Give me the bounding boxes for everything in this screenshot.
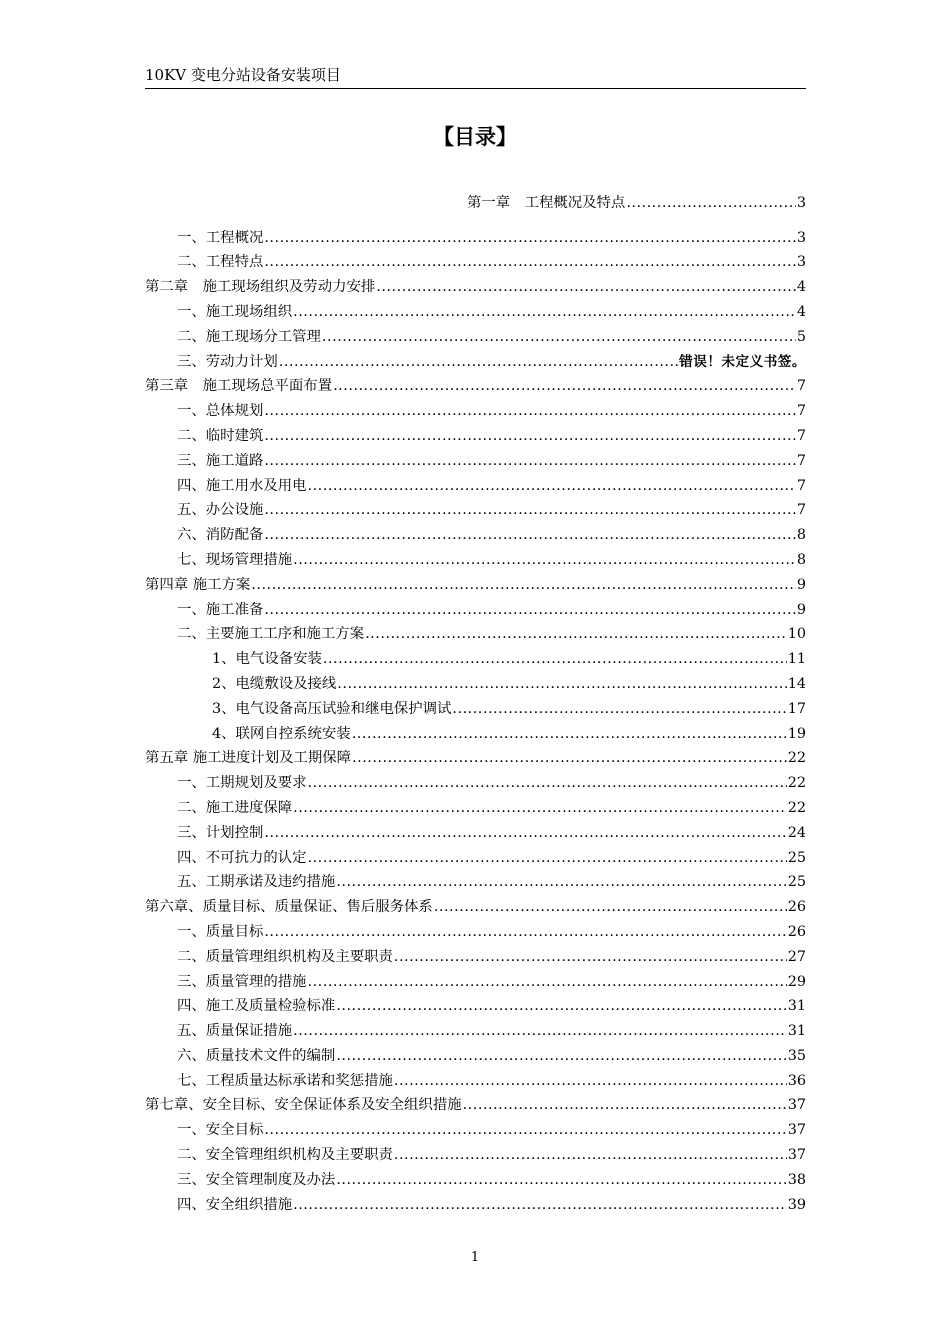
toc-entry[interactable]: [145, 719, 806, 744]
toc-dot-leader: [264, 252, 795, 272]
toc-entry-text: 七、现场管理措施: [177, 551, 293, 568]
toc-entry[interactable]: [145, 644, 806, 669]
toc-page-number: 8: [796, 551, 806, 568]
toc-dot-leader: [626, 193, 796, 213]
toc-page-number: 5: [796, 328, 806, 345]
toc-dot-leader: [336, 872, 786, 892]
toc-entry[interactable]: [145, 347, 806, 372]
toc-page-number: 3: [796, 254, 806, 271]
toc-entry-text: 第二章 施工现场组织及劳动力安排: [145, 279, 376, 296]
toc-entry[interactable]: [145, 1041, 806, 1066]
toc-dot-leader: [293, 302, 796, 322]
toc-dot-leader: [308, 476, 796, 496]
toc-page-number: 38: [787, 1171, 806, 1188]
toc-entry-text: 二、安全管理组织机构及主要职责: [177, 1147, 393, 1164]
toc-page-number: 29: [787, 973, 806, 990]
toc-dot-leader: [251, 575, 796, 595]
toc-entry[interactable]: [145, 818, 806, 843]
toc-entry-text: 一、施工现场组织: [177, 303, 293, 320]
toc-entry[interactable]: [145, 1016, 806, 1041]
toc-entry[interactable]: [145, 272, 806, 297]
toc-entry-text: 四、安全组织措施: [177, 1196, 293, 1213]
toc-entry-text: 一、安全目标: [177, 1122, 264, 1139]
toc-entry[interactable]: [145, 868, 806, 893]
toc-entry-text: 一、施工准备: [177, 601, 264, 618]
toc-entry-text: 六、质量技术文件的编制: [177, 1047, 336, 1064]
toc-entry[interactable]: [145, 1091, 806, 1116]
toc-page-number: 7: [796, 452, 806, 469]
toc-entry-text: 第五章 施工进度计划及工期保障: [145, 750, 352, 767]
toc-entry[interactable]: [145, 471, 806, 496]
toc-dot-leader: [365, 624, 787, 644]
toc-page-number: 39: [787, 1196, 806, 1213]
toc-entry[interactable]: [145, 620, 806, 645]
toc-page-number: 25: [787, 874, 806, 891]
toc-entry-text: 二、主要施工工序和施工方案: [177, 626, 365, 643]
toc-dot-leader: [264, 525, 795, 545]
toc-page-number: 37: [787, 1147, 806, 1164]
toc-entry-text: 三、安全管理制度及办法: [177, 1171, 336, 1188]
toc-entry-text: 二、工程特点: [177, 254, 264, 271]
toc-dot-leader: [293, 798, 787, 818]
toc-entry-text: 四、施工用水及用电: [177, 477, 307, 494]
toc-page-number: 7: [796, 378, 806, 395]
toc-dot-leader: [264, 1120, 786, 1140]
toc-page-number: 26: [787, 899, 806, 916]
toc-entry-text: 2、电缆敷设及接线: [212, 675, 337, 692]
toc-entry-text: 二、临时建筑: [177, 427, 264, 444]
toc-page-number: 31: [787, 1023, 806, 1040]
toc-entry[interactable]: [145, 1165, 806, 1190]
toc-entry-text: 五、工期承诺及违约措施: [177, 874, 336, 891]
toc-entry-text: 二、施工进度保障: [177, 799, 293, 816]
toc-entry-text: 四、施工及质量检验标准: [177, 998, 336, 1015]
toc-page-number: 25: [787, 849, 806, 866]
toc-dot-leader: [264, 922, 786, 942]
toc-page-number: 19: [787, 725, 806, 742]
toc-dot-leader: [264, 823, 786, 843]
toc-dot-leader: [434, 897, 787, 917]
toc-dot-leader: [293, 550, 796, 570]
toc-page-number: 3: [796, 194, 806, 211]
toc-page-number: 17: [787, 700, 806, 717]
toc-page-number: 22: [787, 750, 806, 767]
toc-entry-text: 3、电气设备高压试验和继电保护调试: [212, 700, 452, 717]
toc-entry-text: 4、联网自控系统安装: [212, 725, 351, 742]
toc-entry-text: 第一章 工程概况及特点: [467, 194, 626, 211]
toc-entry[interactable]: [145, 297, 806, 322]
toc-page-number: 37: [787, 1097, 806, 1114]
toc-page-number: 37: [787, 1122, 806, 1139]
toc-dot-leader: [308, 848, 787, 868]
toc-entry-text: 一、质量目标: [177, 923, 264, 940]
toc-entry-text: 五、办公设施: [177, 502, 264, 519]
page-header: 10KV 变电分站设备安装项目: [145, 64, 806, 89]
toc-entry-text: 三、劳动力计划: [177, 353, 278, 370]
toc-entry-text: 四、不可抗力的认定: [177, 849, 307, 866]
toc-dot-leader: [323, 649, 787, 669]
toc-entry[interactable]: [145, 421, 806, 446]
toc-title: 【目录】: [433, 125, 517, 149]
toc-dot-leader: [293, 1021, 787, 1041]
toc-entry-text: 七、工程质量达标承诺和奖惩措施: [177, 1072, 393, 1089]
toc-entry[interactable]: [145, 1066, 806, 1091]
toc-entry-text: 三、计划控制: [177, 824, 264, 841]
toc-entry-text: 六、消防配备: [177, 527, 264, 544]
toc-entry-text: 二、施工现场分工管理: [177, 328, 321, 345]
toc-page-number: 35: [787, 1047, 806, 1064]
toc-entry[interactable]: [145, 942, 806, 967]
toc-dot-leader: [279, 352, 678, 372]
toc-entry-text: 1、电气设备安装: [212, 651, 322, 668]
toc-dot-leader: [322, 327, 796, 347]
toc-dot-leader: [336, 996, 786, 1016]
toc-dot-leader: [352, 724, 787, 744]
toc-dot-leader: [336, 1046, 786, 1066]
toc-page-number: 31: [787, 998, 806, 1015]
toc-entry[interactable]: [145, 248, 806, 273]
toc-entry[interactable]: [145, 793, 806, 818]
toc-dot-leader: [336, 1170, 786, 1190]
toc-entry[interactable]: [145, 892, 806, 917]
toc-entry[interactable]: [145, 595, 806, 620]
toc-page-number: 7: [796, 427, 806, 444]
toc-entry[interactable]: [145, 843, 806, 868]
toc-entry-text: 一、工程概况: [177, 229, 264, 246]
toc-entry-text: 第七章、安全目标、安全保证体系及安全组织措施: [145, 1097, 462, 1114]
toc-entry[interactable]: [145, 967, 806, 992]
toc-page-number: 9: [796, 601, 806, 618]
toc-page-number: 22: [787, 775, 806, 792]
toc-entry-text: 三、质量管理的措施: [177, 973, 307, 990]
toc-entry[interactable]: [145, 917, 806, 942]
toc-dot-leader: [394, 947, 787, 967]
toc-page-number: 7: [796, 477, 806, 494]
toc-entry[interactable]: [145, 322, 806, 347]
toc-page-number: 4: [796, 279, 806, 296]
toc-dot-leader: [352, 748, 787, 768]
toc-dot-leader: [264, 228, 795, 248]
toc-dot-leader: [264, 500, 795, 520]
toc-entry-text: 一、工期规划及要求: [177, 775, 307, 792]
toc-entry[interactable]: [145, 992, 806, 1017]
toc-entry[interactable]: [145, 188, 806, 213]
toc-entry-text: 五、质量保证措施: [177, 1023, 293, 1040]
toc-entry-text: 二、质量管理组织机构及主要职责: [177, 948, 393, 965]
toc-dot-leader: [308, 773, 787, 793]
toc-dot-leader: [264, 401, 795, 421]
toc-entry-text: 一、总体规划: [177, 403, 264, 420]
toc-entry-text: 第三章 施工现场总平面布置: [145, 378, 333, 395]
toc-dot-leader: [333, 376, 796, 396]
toc-page-number: 26: [787, 923, 806, 940]
toc-page-number: 3: [796, 229, 806, 246]
toc-page-number: 22: [787, 799, 806, 816]
toc-entry-text: 三、施工道路: [177, 452, 264, 469]
toc-entry[interactable]: [145, 496, 806, 521]
toc-page-number: 27: [787, 948, 806, 965]
toc-dot-leader: [463, 1095, 787, 1115]
toc-entry[interactable]: [145, 372, 806, 397]
toc-page-number: 4: [796, 303, 806, 320]
toc-dot-leader: [394, 1071, 787, 1091]
toc-dot-leader: [264, 600, 795, 620]
toc-dot-leader: [308, 972, 787, 992]
page-number: 1: [470, 1250, 480, 1265]
toc-entry[interactable]: [145, 694, 806, 719]
toc-entry[interactable]: [145, 520, 806, 545]
toc-page-number: 36: [787, 1072, 806, 1089]
toc-dot-leader: [293, 1195, 787, 1215]
toc-entry[interactable]: [145, 669, 806, 694]
toc-entry-text: 第四章 施工方案: [145, 576, 251, 593]
toc-dot-leader: [264, 451, 795, 471]
toc-page-number: 11: [787, 651, 806, 668]
toc-dot-leader: [337, 674, 786, 694]
toc-bookmark-error: 错误！未定义书签。: [679, 353, 806, 370]
toc-page-number: 8: [796, 527, 806, 544]
toc-entry[interactable]: [145, 570, 806, 595]
toc-page-number: 9: [796, 576, 806, 593]
toc-dot-leader: [394, 1145, 787, 1165]
toc-entry[interactable]: [145, 545, 806, 570]
toc-entry-text: 第六章、质量目标、质量保证、售后服务体系: [145, 899, 433, 916]
toc-page-number: 7: [796, 403, 806, 420]
toc-page-number: 10: [787, 626, 806, 643]
toc-page-number: 24: [787, 824, 806, 841]
toc-dot-leader: [376, 277, 796, 297]
toc-dot-leader: [264, 426, 795, 446]
toc-dot-leader: [452, 699, 786, 719]
toc-entry[interactable]: [145, 446, 806, 471]
toc-page-number: 14: [787, 675, 806, 692]
toc-entry[interactable]: [145, 396, 806, 421]
toc-entry[interactable]: [145, 744, 806, 769]
toc-entry[interactable]: [145, 1115, 806, 1140]
toc-entry[interactable]: [145, 768, 806, 793]
toc-entry[interactable]: [145, 223, 806, 248]
toc-entry[interactable]: [145, 1140, 806, 1165]
toc-entry[interactable]: [145, 1190, 806, 1215]
table-of-contents: [145, 188, 806, 1215]
toc-page-number: 7: [796, 502, 806, 519]
